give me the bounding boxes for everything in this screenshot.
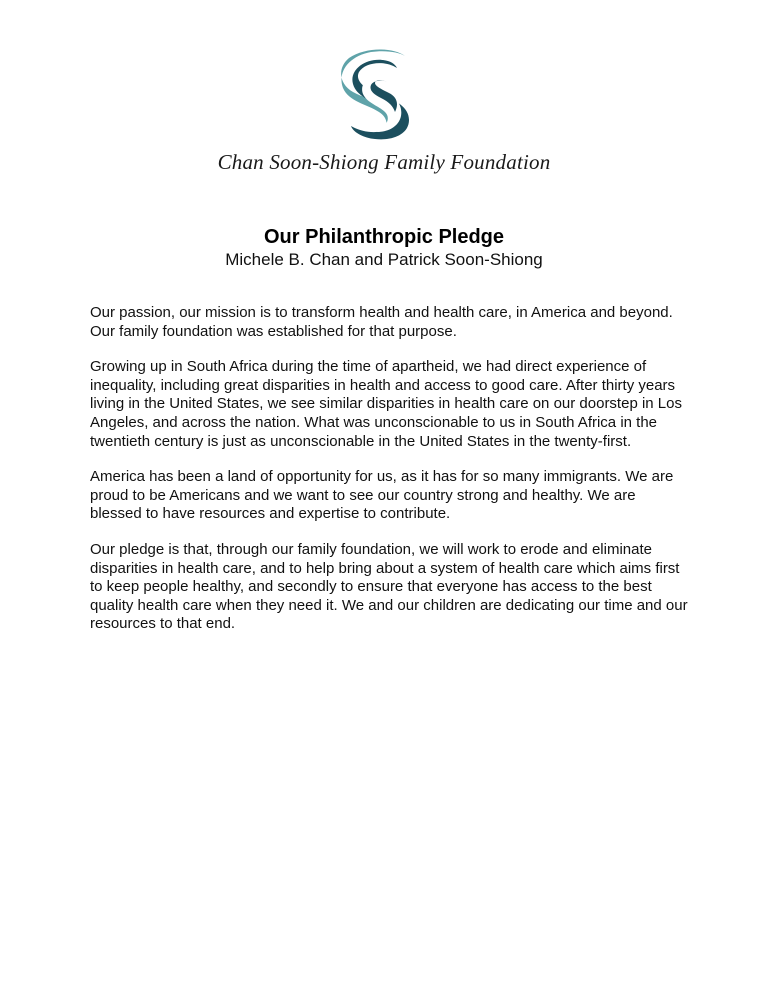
- paragraph-1: Our passion, our mission is to transform health and health care, in America and beyond. Our family foundation was established for that purpose.: [90, 304, 673, 340]
- letter-body: [90, 304, 690, 651]
- document-title: Our Philanthropic Pledge: [263, 226, 505, 248]
- organization-name: Chan Soon-Shiong Family Foundation: [217, 150, 551, 174]
- ss-swirl-logo-icon: [335, 46, 419, 142]
- paragraph-4: Our pledge is that, through our family foundation, we will work to erode and eliminate disparities in health care, and to help bring about a system of health care which aims first to keep people healthy, and secondly to ensure that everyone has access to the best quality health care when they need it. We and our children are dedicating our time and our resources to that end.: [90, 540, 688, 633]
- paragraph-2: Growing up in South Africa during the time of apartheid, we had direct experience of inequality, including great disparities in health and access to good care. After thirty years living in the United States, we see similar disparities in health care on our doorstep in Los Angeles, and across the nation. What was unconscionable to us in South Africa in the twentieth century is just as unconscionable in the United States in the twenty-first.: [90, 358, 682, 450]
- paragraph-3: America has been a land of opportunity for us, as it has for so many immigrants. We are proud to be Americans and we want to see our country strong and healthy. We are blessed to have resources and expertise to contribute.: [90, 468, 674, 523]
- document-authors: Michele B. Chan and Patrick Soon-Shiong: [225, 250, 543, 269]
